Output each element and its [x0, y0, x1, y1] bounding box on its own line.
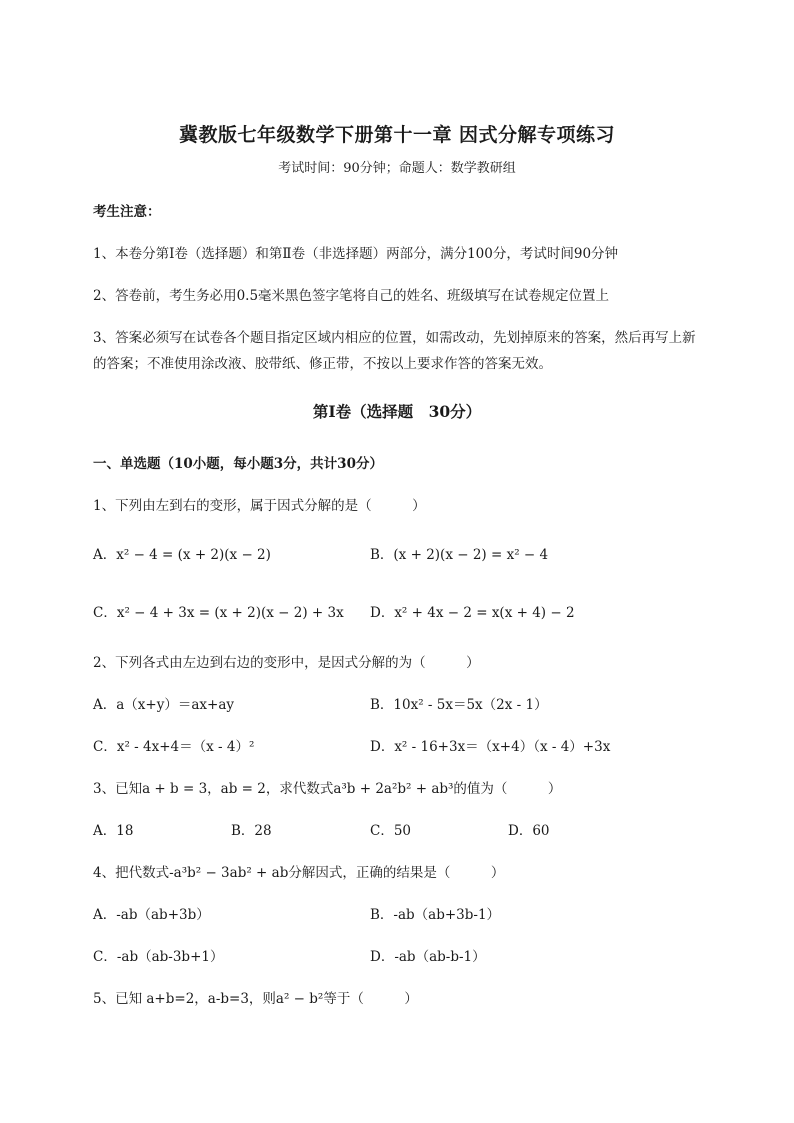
question-3-option-a: A．18 — [93, 823, 134, 839]
question-4-option-a: A．-ab（ab+3b） — [93, 907, 210, 923]
question-3-option-b: B．28 — [231, 823, 272, 839]
exam-info: 考试时间：90分钟；命题人：数学教研组 — [278, 161, 516, 176]
question-2-option-b: B．10x² - 5x＝5x（2x - 1） — [370, 697, 548, 713]
notice-heading: 考生注意： — [93, 204, 161, 220]
question-1-option-d: D．x² + 4x − 2 = x(x + 4) − 2 — [370, 605, 575, 621]
question-1-option-b: B．(x + 2)(x − 2) = x² − 4 — [370, 547, 549, 563]
notice-item-3-line-1: 3、答案必须写在试卷各个题目指定区域内相应的位置，如需改动，先划掉原来的答案，然后再写上新 — [93, 330, 696, 346]
question-5-stem: 5、已知 a+b=2，a-b=3，则a² − b²等于（ ） — [93, 991, 418, 1007]
question-3-option-c: C．50 — [370, 823, 412, 839]
question-4-option-b: B．-ab（ab+3b-1） — [370, 907, 501, 923]
page-title: 冀教版七年级数学下册第十一章 因式分解专项练习 — [178, 124, 616, 146]
question-2-option-d: D．x² - 16+3x＝（x+4）（x - 4）+3x — [370, 739, 611, 755]
question-4-option-d: D．-ab（ab-b-1） — [370, 949, 486, 965]
question-2-option-c: C．x² - 4x+4＝（x - 4）² — [93, 739, 255, 755]
question-3-stem: 3、已知a + b = 3，ab = 2，求代数式a³b + 2a²b² + ab³的值为（ ） — [93, 781, 562, 797]
question-2-stem: 2、下列各式由左边到右边的变形中，是因式分解的为（ ） — [93, 655, 480, 671]
section-heading: 一、单选题（10小题，每小题3分，共计30分） — [93, 456, 383, 472]
notice-item-3-line-2: 的答案；不准使用涂改液、胶带纸、修正带，不按以上要求作答的答案无效。 — [93, 356, 552, 372]
notice-item-2: 2、答卷前，考生务必用0.5毫米黑色签字笔将自己的姓名、班级填写在试卷规定位置上 — [93, 288, 610, 304]
question-2-option-a: A．a（x+y）＝ax+ay — [93, 697, 234, 713]
question-4-stem: 4、把代数式-a³b² − 3ab² + ab分解因式，正确的结果是（ ） — [93, 865, 505, 881]
question-3-option-d: D．60 — [508, 823, 550, 839]
part-heading: 第I卷（选择题 30分） — [312, 402, 482, 421]
question-1-option-c: C．x² − 4 + 3x = (x + 2)(x − 2) + 3x — [93, 605, 344, 621]
question-4-option-c: C．-ab（ab-3b+1） — [93, 949, 224, 965]
notice-item-1: 1、本卷分第I卷（选择题）和第Ⅱ卷（非选择题）两部分，满分100分，考试时间90分钟 — [93, 246, 619, 262]
question-1-option-a: A．x² − 4 = (x + 2)(x − 2) — [93, 547, 271, 563]
question-1-stem: 1、下列由左到右的变形，属于因式分解的是（ ） — [93, 498, 426, 514]
